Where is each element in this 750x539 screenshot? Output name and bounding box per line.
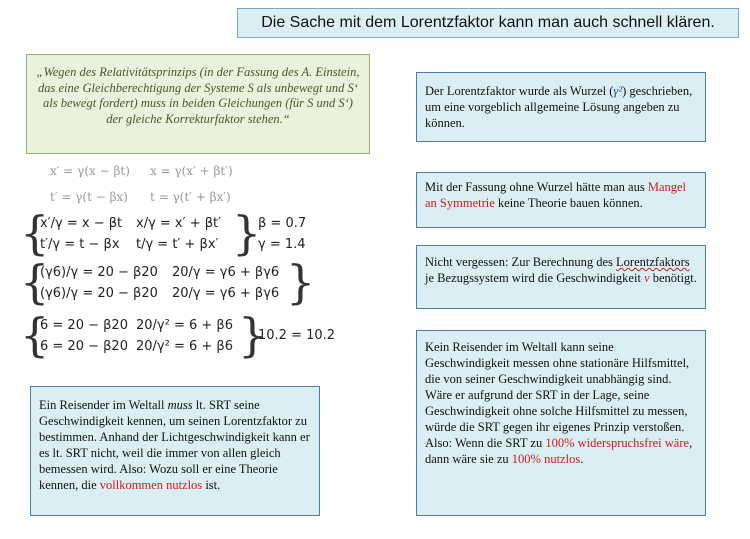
- box1-text: Der Lorentzfaktor wurde als Wurzel (: [425, 84, 614, 98]
- lorentz-eq-2-right: t = γ(t′ + βx′): [150, 190, 231, 204]
- page-title: Die Sache mit dem Lorentzfaktor kann man auch schnell klären.: [261, 14, 715, 31]
- useless-highlight: vollkommen nutzlos: [99, 478, 203, 492]
- system3-eq-1-right: 20/γ² = 6 + β6: [136, 318, 233, 333]
- beta-value: β = 0.7: [258, 216, 307, 231]
- box4-text: , dann wäre sie zu: [425, 436, 693, 466]
- quote-text: „Wegen des Relativitätsprinzips (in der Fassung des A. Einstein, das eine Gleichberechtigung der Systeme S als unbewegt und S‘ als bewegt fordert) muss in beiden Gleichungen (für S und S‘) der gleiche Korrekturfaktor stehen.“: [36, 65, 360, 126]
- box2-text: Mit der Fassung ohne Wurzel hätte man aus: [425, 180, 648, 194]
- left-brace: {: [20, 308, 50, 362]
- box1-text: ) geschrieben, um eine vorgeblich allgemeine Lösung angeben zu können.: [425, 84, 693, 130]
- lorentz-eq-1-left: x′ = γ(x − βt): [50, 164, 130, 178]
- lorentz-eq-2-left: t′ = γ(t − βx): [50, 190, 128, 204]
- info-box-traveler-measurement: [416, 330, 706, 516]
- box3-text: Nicht vergessen: Zur Berechnung des: [425, 255, 617, 269]
- box5-text: lt. SRT seine Geschwindigkeit kennen, um seinen Lorentzfaktor zu bestimmen. Anhand der Lichtgeschwindigkeit kann er es lt. SRT nicht, weil die immer von allen gleich bemessen wird. Also: Wozu soll er eine Theorie kennen, die: [39, 398, 310, 492]
- system2-eq-1-left: (γ6)/γ = 20 − β20: [40, 265, 158, 280]
- right-brace: }: [232, 206, 262, 260]
- info-box-traveler-theory: [30, 386, 320, 516]
- box4-paragraph: Kein Reisender im Weltall kann seine Geschwindigkeit messen ohne stationäre Hilfsmittel, die von seiner Geschwindigkeit unabhängig sind.: [425, 340, 690, 386]
- box2-text: keine Theorie bauen können.: [494, 196, 643, 210]
- box4-conclusion: [425, 435, 697, 467]
- info-box-root-notation: [416, 72, 706, 142]
- system2-eq-1-right: 20/γ = γ6 + βγ6: [172, 265, 280, 280]
- result-equation: 10.2 = 10.2: [258, 328, 336, 343]
- velocity-symbol: v: [644, 271, 650, 285]
- right-brace: }: [286, 255, 316, 309]
- title-banner: [237, 8, 739, 38]
- system3-eq-2-left: 6 = 20 − β20: [40, 339, 128, 354]
- system1-eq-1-right: x/γ = x′ + βt′: [136, 216, 222, 231]
- left-brace: {: [20, 255, 50, 309]
- box4-paragraph: Wäre er aufgrund der SRT in der Lage, seine Geschwindigkeit ohne solche Hilfsmittel zu messen, würde die SRT gegen ihr eigenes Prinzip verstoßen.: [425, 388, 688, 434]
- box4-text: Also: Wenn die SRT zu: [425, 436, 546, 450]
- system1-eq-2-left: t′/γ = t − βx: [40, 237, 120, 252]
- lorentzfaktor-term: Lorentzfaktors: [616, 255, 690, 269]
- box3-text: je Bezugssystem wird die Geschwindigkeit: [425, 271, 645, 285]
- system3-eq-2-right: 20/γ² = 6 + β6: [136, 339, 233, 354]
- left-brace: {: [20, 206, 50, 260]
- box5-text: ist.: [202, 478, 221, 492]
- symmetry-highlight: Mangel an Symmetrie: [425, 180, 687, 210]
- info-box-velocity: [416, 245, 706, 309]
- system2-eq-2-right: 20/γ = γ6 + βγ6: [172, 286, 280, 301]
- lorentz-eq-1-right: x = γ(x′ + βt′): [150, 164, 233, 178]
- box4-text: .: [580, 452, 584, 466]
- box3-text: benötigt.: [649, 271, 697, 285]
- gamma-squared-symbol: γ²: [613, 84, 623, 98]
- box5-text: Ein Reisender im Weltall: [39, 398, 168, 412]
- system3-eq-1-left: 6 = 20 − β20: [40, 318, 128, 333]
- gamma-value: γ = 1.4: [258, 237, 306, 252]
- system1-eq-1-left: x′/γ = x − βt: [40, 216, 123, 231]
- info-box-symmetry: [416, 172, 706, 228]
- system2-eq-2-left: (γ6)/γ = 20 − β20: [40, 286, 158, 301]
- muss-emphasis: muss: [167, 398, 193, 412]
- quote-box: [26, 54, 370, 154]
- system1-eq-2-right: t/γ = t′ + βx′: [136, 237, 219, 252]
- right-brace: }: [238, 308, 268, 362]
- useless-highlight: 100% nutzlos: [511, 452, 581, 466]
- contradiction-free-highlight: 100% widerspruchsfrei wäre: [545, 436, 690, 450]
